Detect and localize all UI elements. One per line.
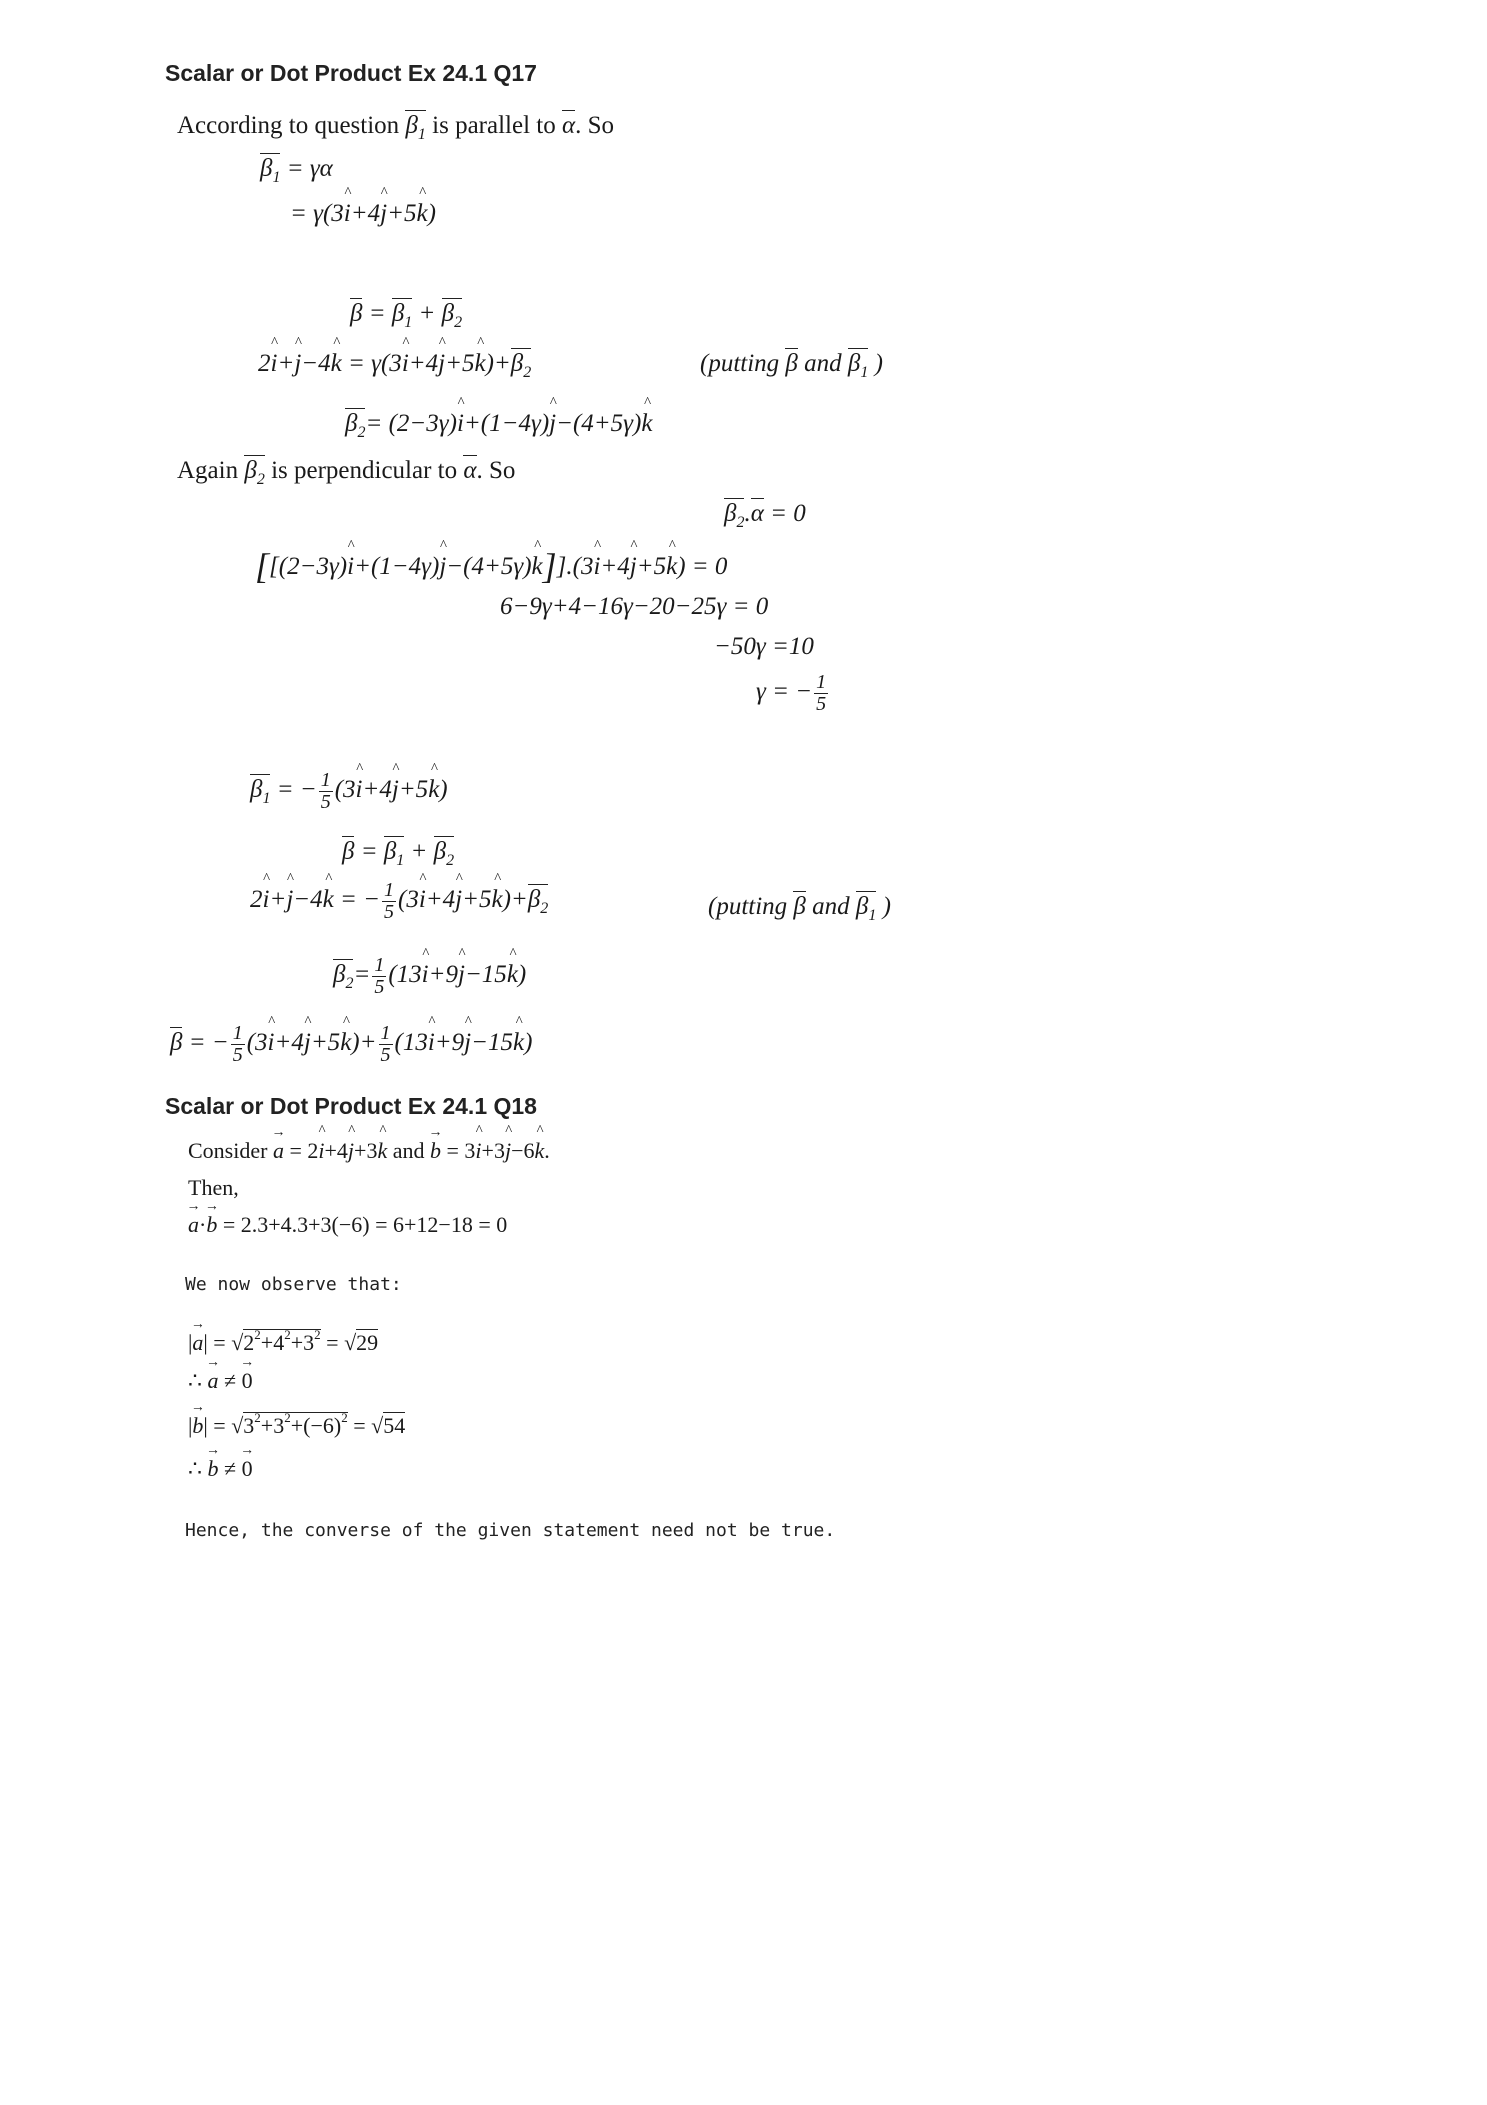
q17-eq-4: 2^ i+^ j−4^ k = γ(3^ i+4^ j+5^ $k)+\beta_2$ xyxy=(258,350,531,382)
q17-eq-1: $\beta_1 = \gamma\alpha$ xyxy=(260,155,333,186)
q17-eq-5: $\beta_2=$ (2−3γ)^ i+(1−4γ)^ j−(4+5γ)^ k xyxy=(345,410,652,442)
q18-observe: We now observe that: xyxy=(185,1274,402,1295)
q18-heading: Scalar or Dot Product Ex 24.1 Q18 xyxy=(165,1093,537,1119)
q17-eq-2: = γ(3^ i+4^ j+5^ k) xyxy=(290,200,436,228)
q18-conclusion: Hence, the converse of the given statement need not be true. xyxy=(185,1520,836,1541)
q17-eq-8: 6−9γ+4−16γ−20−25γ = 0 xyxy=(500,593,769,620)
q17-intro: According to question $\beta_1$ is parallel to α. So xyxy=(177,112,614,143)
q17-eq-14: $\beta_2=$ $\frac{1}{5}$ (13^ i+9^ j−15^ k) xyxy=(333,955,526,998)
q18-mod-a: |→ $a| = √2^2+4^2+3^2 = √29$ xyxy=(188,1327,378,1356)
q18-b-nonzero: ∴ → b ≠ → 0 xyxy=(188,1456,253,1482)
q18-dot-product: → a·→ b = 2.3+4.3+3(−6) = 6+12−18 = 0 xyxy=(188,1212,507,1238)
q17-note-2: (putting β and $\beta_1$ ) xyxy=(708,893,891,924)
q18-a-nonzero: ∴ → a ≠ → 0 xyxy=(188,1368,253,1394)
q17-eq-13: 2^ i+^ j−4^ k = − $\frac{1}{5}$ (3^ i+4^ j+5^ $k)+\beta_2$ xyxy=(250,880,548,923)
q17-eq-9: −50γ =10 xyxy=(714,633,814,660)
q17-note-1: (putting β and $\beta_1$ ) xyxy=(700,350,883,381)
q18-consider: Consider → a = 2^ i+4^ j+3^ k and → b = 3^ i+3^ j−6^ k. xyxy=(188,1138,550,1164)
q17-eq-7: [[(2−3γ)^ i+(1−4γ)^ j−(4+5γ)^ k]].(3^ i+4^ j+5^ k) = 0 xyxy=(255,545,727,587)
q18-mod-b: |→ $b| = √3^2+3^2+(-6)^2 = √54$ xyxy=(188,1410,405,1439)
q17-eq-6: $\beta_2.\alpha = 0$ xyxy=(724,500,806,531)
q17-eq-3: $\beta = \beta_1 + \beta_2$ xyxy=(350,300,463,331)
q17-heading: Scalar or Dot Product Ex 24.1 Q17 xyxy=(165,60,537,86)
q17-eq-10: γ = − $\frac{1}{5}$ xyxy=(756,671,827,715)
q18-then: Then, xyxy=(188,1175,239,1200)
q17-eq-12: $\beta = \beta_1 + \beta_2$ xyxy=(342,838,455,869)
q17-eq-11: $\beta_1$ = − $\frac{1}{5}$ (3^ i+4^ j+5^ k) xyxy=(250,770,448,813)
q17-eq-15: β = − $\frac{1}{5}$ (3^ i+4^ j+5^ k)+ $\frac{1}{5}$ (13^ i+9^ j−15^ k) xyxy=(170,1023,532,1066)
q17-again: Again $\beta_2$ is perpendicular to α. So xyxy=(177,457,516,488)
